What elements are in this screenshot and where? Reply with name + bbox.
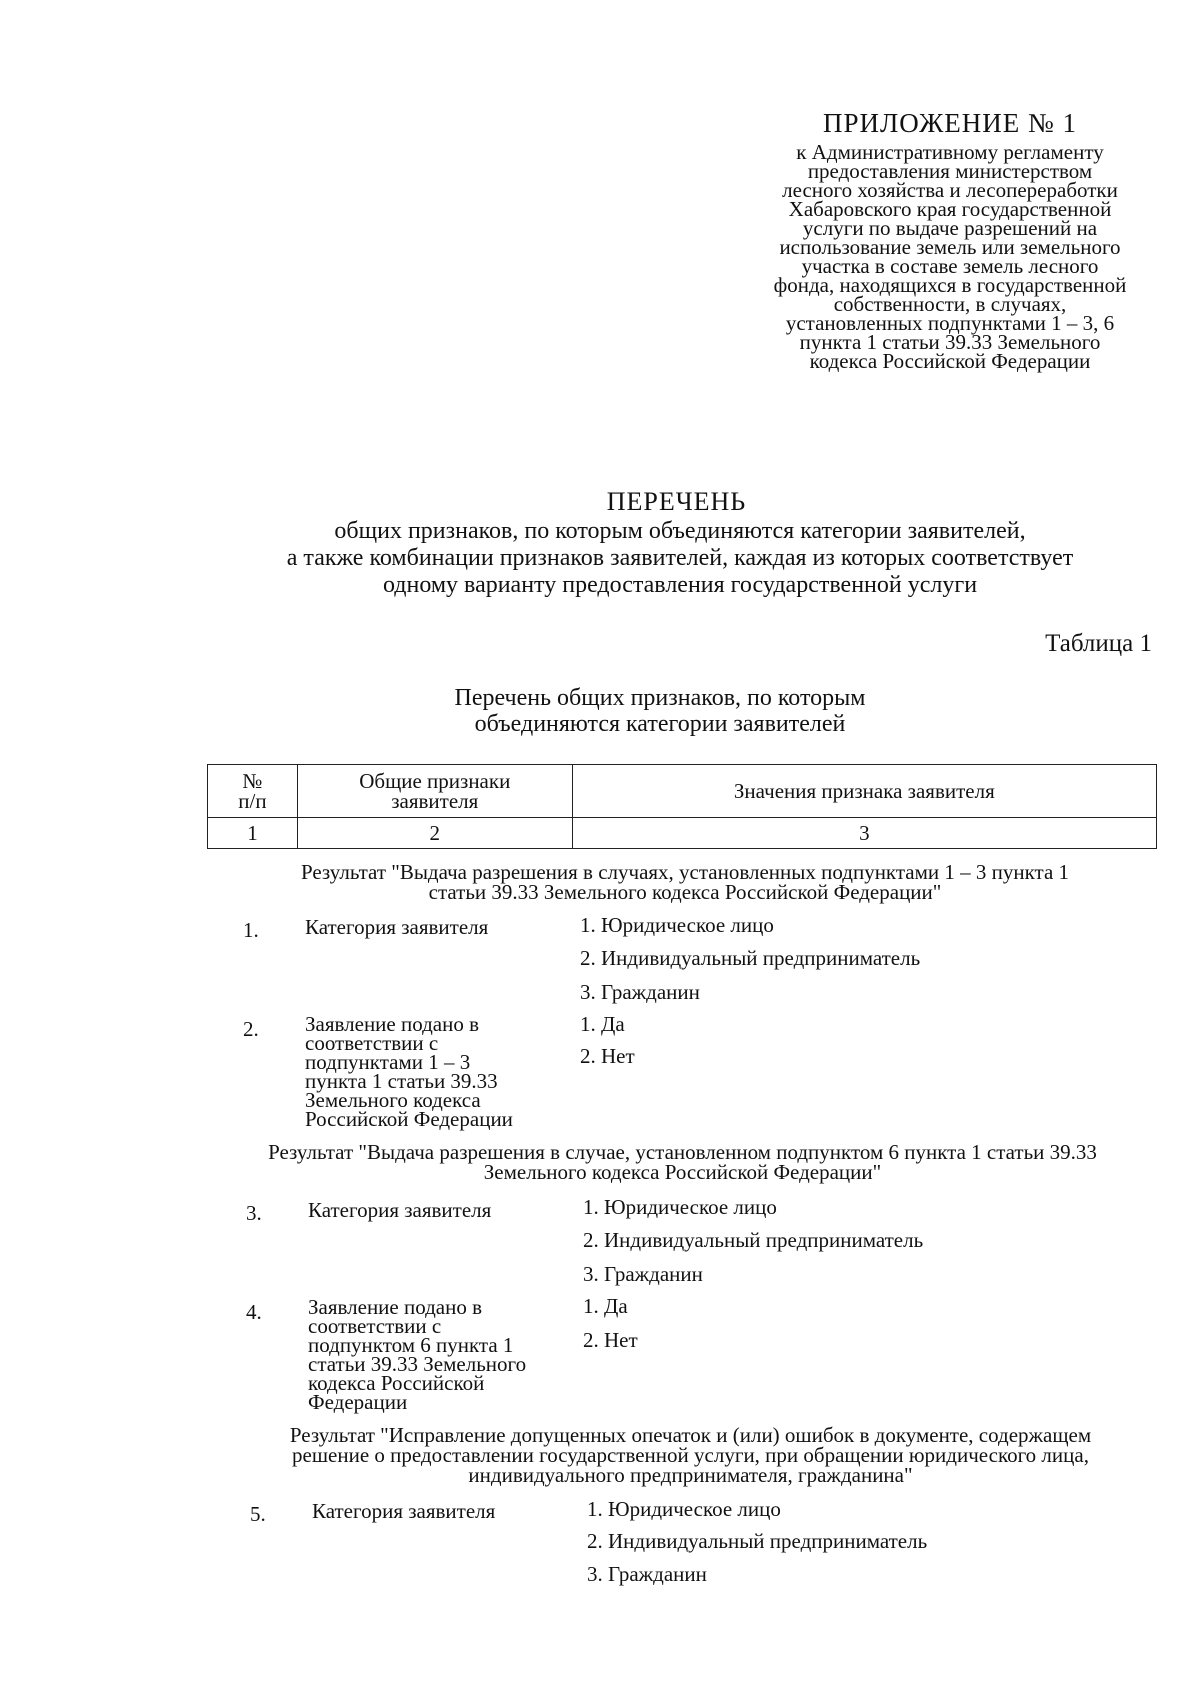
row-feature: Категория заявителя — [312, 1499, 496, 1523]
header-cell-features: Общие признаки заявителя — [297, 765, 572, 818]
document-title: ПЕРЕЧЕНЬ — [606, 487, 747, 516]
document-subtitle — [200, 518, 1160, 599]
row-feature: Категория заявителя — [308, 1198, 492, 1222]
appendix-line: предоставления министерством — [807, 159, 1093, 183]
row-value: 3. Гражданин — [587, 1562, 707, 1586]
row-value: 2. Индивидуальный предприниматель — [583, 1228, 924, 1252]
appendix-line: Хабаровского края государственной — [788, 197, 1112, 221]
row-value: 1. Юридическое лицо — [580, 913, 774, 937]
row-number: 3. — [246, 1201, 262, 1225]
features-table-header — [207, 764, 1157, 849]
subtitle-line: одному варианту предоставления государственной услуги — [382, 572, 978, 598]
appendix-line: собственности, в случаях, — [833, 292, 1067, 316]
result-heading: Результат "Выдача разрешения в случае, установленном подпунктом 6 пункта 1 статьи 39.33 Земельного кодекса Российской Федерации" — [268, 1140, 1097, 1184]
appendix-line: установленных подпунктами 1 – 3, 6 — [785, 311, 1115, 335]
column-number: 1 — [208, 818, 298, 849]
row-value: 1. Да — [580, 1012, 625, 1036]
row-number: 1. — [243, 918, 259, 942]
row-feature: Категория заявителя — [305, 915, 489, 939]
row-value: 2. Нет — [580, 1044, 635, 1068]
row-number: 2. — [243, 1017, 259, 1041]
row-feature: Заявление подано в соответствии с подпунктом 6 пункта 1 статьи 39.33 Земельного кодекса Российской Федерации — [308, 1295, 527, 1414]
column-number: 3 — [572, 818, 1156, 849]
appendix-line: фонда, находящихся в государственной — [773, 273, 1127, 297]
row-value: 3. Гражданин — [583, 1262, 703, 1286]
column-numbers-row — [208, 818, 1157, 849]
row-number: 5. — [250, 1502, 266, 1526]
column-number: 2 — [297, 818, 572, 849]
subtitle-line: а также комбинации признаков заявителей, каждая из которых соответствует — [286, 545, 1074, 571]
row-value: 1. Да — [583, 1294, 628, 1318]
row-value: 1. Юридическое лицо — [583, 1195, 777, 1219]
result-heading: Результат "Выдача разрешения в случаях, установленных подпунктами 1 – 3 пункта 1 статьи 39.33 Земельного кодекса Российской Федерации" — [300, 860, 1070, 904]
result-heading: Результат "Исправление допущенных опечаток и (или) ошибок в документе, содержащем решение о предоставлении государственной услуги, при обращении юридического лица, индивидуального предпринимателя, гражданина" — [289, 1423, 1092, 1487]
row-number: 4. — [246, 1300, 262, 1324]
row-value: 1. Юридическое лицо — [587, 1497, 781, 1521]
caption-line: объединяются категории заявителей — [474, 711, 846, 737]
appendix-title: ПРИЛОЖЕНИЕ № 1 — [822, 108, 1078, 138]
row-value: 3. Гражданин — [580, 980, 700, 1004]
subtitle-line: общих признаков, по которым объединяются категории заявителей, — [334, 518, 1026, 544]
row-feature: Заявление подано в соответствии с подпунктами 1 – 3 пункта 1 статьи 39.33 Земельного кодекса Российской Федерации — [305, 1012, 513, 1131]
caption-line: Перечень общих признаков, по которым — [454, 685, 866, 711]
appendix-block — [735, 108, 1165, 371]
appendix-line: кодекса Российской Федерации — [809, 349, 1091, 373]
appendix-line: участка в составе земель лесного — [801, 254, 1099, 278]
table-label: Таблица 1 — [1045, 630, 1152, 657]
table-caption — [380, 685, 940, 737]
row-value: 2. Индивидуальный предприниматель — [580, 946, 921, 970]
appendix-line: лесного хозяйства и лесопереработки — [782, 178, 1118, 202]
appendix-line: услуги по выдаче разрешений на — [802, 216, 1098, 240]
row-value: 2. Индивидуальный предприниматель — [587, 1529, 928, 1553]
appendix-line: к Административному регламенту — [796, 140, 1104, 164]
appendix-line: пункта 1 статьи 39.33 Земельного — [799, 330, 1101, 354]
header-cell-values: Значения признака заявителя — [572, 765, 1156, 818]
appendix-line: использование земель или земельного — [779, 235, 1121, 259]
header-cell-number: № п/п — [208, 765, 298, 818]
header-row — [208, 765, 1157, 818]
row-value: 2. Нет — [583, 1328, 638, 1352]
